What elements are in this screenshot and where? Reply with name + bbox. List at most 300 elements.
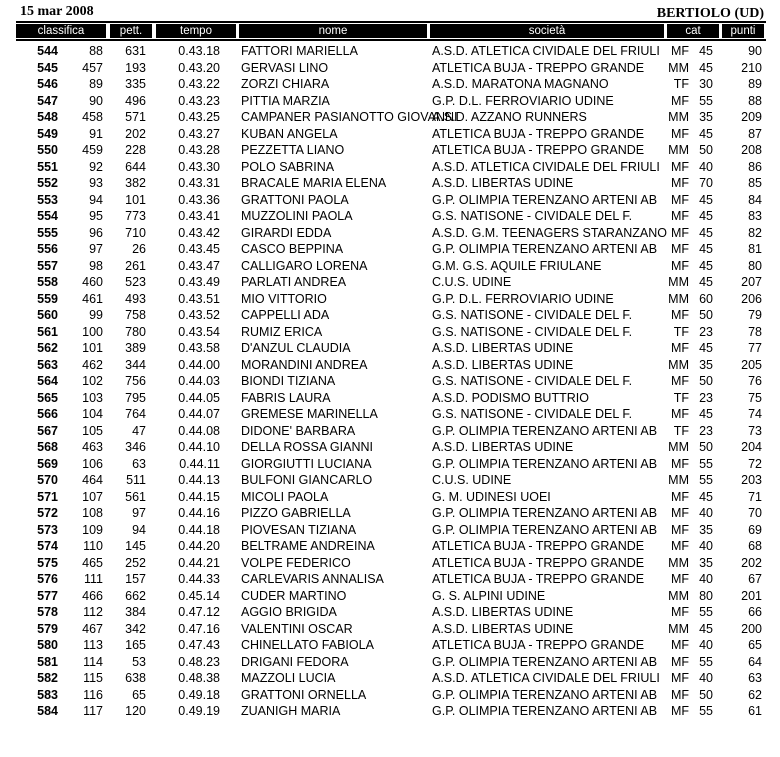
category-position-cell: 99	[89, 308, 103, 322]
points-cell: 210	[741, 60, 762, 75]
bib-cell: 101	[125, 192, 146, 207]
rank-cell: 557	[37, 258, 58, 273]
club-cell: ATLETICA BUJA - TREPPO GRANDE	[432, 143, 645, 157]
time-cell: 0.43.52	[178, 308, 220, 322]
club-cell: G.P. OLIMPIA TERENZANO ARTENI AB	[432, 687, 658, 702]
name-cell: GIORGIUTTI LUCIANA	[241, 456, 372, 471]
time-cell: 0.43.41	[178, 209, 220, 223]
points-cell: 65	[748, 638, 762, 652]
points-cell: 87	[748, 126, 762, 141]
age-group-cell: 45	[699, 192, 713, 207]
name-cell: AGGIO BRIGIDA	[241, 605, 337, 619]
category-cell: MM	[668, 473, 689, 487]
column-header-punti: punti	[722, 24, 764, 38]
points-cell: 69	[748, 522, 762, 537]
club-cell: A.S.D. LIBERTAS UDINE	[432, 341, 574, 355]
table-row	[0, 538, 780, 555]
category-cell: MF	[670, 93, 689, 108]
table-row	[0, 291, 780, 308]
category-cell: MM	[668, 60, 689, 75]
club-cell: G.P. D.L. FERROVIARIO UDINE	[432, 291, 614, 306]
bib-cell: 511	[126, 473, 146, 487]
rank-cell: 555	[37, 225, 58, 240]
club-cell: G.P. OLIMPIA TERENZANO ARTENI AB	[432, 192, 658, 207]
points-cell: 205	[741, 357, 762, 372]
bib-cell: 389	[125, 341, 146, 355]
club-cell: A.S.D. LIBERTAS UDINE	[432, 605, 574, 619]
category-position-cell: 457	[82, 60, 103, 75]
bib-cell: 252	[125, 555, 146, 570]
club-cell: A.S.D. PODISMO BUTTRIO	[432, 390, 589, 405]
age-group-cell: 23	[699, 390, 713, 405]
bib-cell: 571	[125, 110, 146, 124]
age-group-cell: 45	[699, 621, 713, 636]
rank-cell: 571	[37, 489, 58, 504]
name-cell: GIRARDI EDDA	[241, 225, 332, 240]
table-row	[0, 274, 780, 291]
category-position-cell: 101	[82, 341, 103, 355]
category-cell: MF	[670, 572, 689, 586]
name-cell: GRATTONI ORNELLA	[241, 687, 367, 702]
time-cell: 0.44.03	[178, 374, 220, 388]
category-cell: MM	[668, 110, 689, 124]
category-position-cell: 465	[82, 555, 103, 570]
age-group-cell: 70	[699, 176, 713, 190]
table-row	[0, 357, 780, 374]
column-header-societa: società	[430, 24, 664, 38]
bib-cell: 493	[125, 291, 146, 306]
age-group-cell: 55	[699, 704, 713, 718]
points-cell: 89	[748, 77, 762, 91]
name-cell: PARLATI ANDREA	[241, 275, 347, 289]
bib-cell: 638	[125, 671, 146, 685]
name-cell: CARLEVARIS ANNALISA	[241, 572, 384, 586]
club-cell: G. M. UDINESI UOEI	[432, 489, 551, 504]
rank-cell: 558	[37, 275, 58, 289]
category-cell: MM	[668, 143, 689, 157]
rank-cell: 583	[37, 687, 58, 702]
age-group-cell: 55	[699, 93, 713, 108]
table-row	[0, 703, 780, 720]
table-row	[0, 390, 780, 407]
time-cell: 0.43.27	[178, 126, 220, 141]
points-cell: 77	[748, 341, 762, 355]
rank-cell: 574	[37, 539, 58, 553]
points-cell: 78	[748, 324, 762, 339]
time-cell: 0.44.33	[178, 572, 220, 586]
time-cell: 0.43.42	[178, 225, 220, 240]
name-cell: DRIGANI FEDORA	[241, 654, 349, 669]
table-row	[0, 307, 780, 324]
rank-cell: 569	[37, 456, 58, 471]
club-cell: ATLETICA BUJA - TREPPO GRANDE	[432, 60, 645, 75]
time-cell: 0.48.23	[178, 654, 220, 669]
bib-cell: 47	[132, 423, 146, 438]
name-cell: D'ANZUL CLAUDIA	[241, 341, 351, 355]
rank-cell: 575	[37, 555, 58, 570]
rank-cell: 576	[37, 572, 58, 586]
bib-cell: 157	[125, 572, 146, 586]
table-row	[0, 109, 780, 126]
category-cell: MF	[670, 374, 689, 388]
category-position-cell: 116	[83, 687, 103, 702]
category-position-cell: 102	[82, 374, 103, 388]
bib-cell: 120	[125, 704, 146, 718]
age-group-cell: 45	[699, 60, 713, 75]
age-group-cell: 45	[699, 126, 713, 141]
bib-cell: 53	[132, 654, 146, 669]
table-row	[0, 489, 780, 506]
age-group-cell: 45	[699, 341, 713, 355]
category-position-cell: 103	[82, 390, 103, 405]
table-row	[0, 159, 780, 176]
time-cell: 0.47.43	[178, 638, 220, 652]
bib-cell: 193	[125, 60, 146, 75]
category-cell: MF	[670, 341, 689, 355]
bib-cell: 97	[132, 506, 146, 520]
age-group-cell: 30	[699, 77, 713, 91]
table-row	[0, 522, 780, 539]
bib-cell: 384	[125, 605, 146, 619]
table-row	[0, 241, 780, 258]
bib-cell: 795	[125, 390, 146, 405]
time-cell: 0.44.07	[178, 407, 220, 421]
points-cell: 80	[748, 258, 762, 273]
table-row	[0, 208, 780, 225]
time-cell: 0.43.23	[178, 93, 220, 108]
category-cell: MF	[670, 687, 689, 702]
category-position-cell: 460	[82, 275, 103, 289]
club-cell: ATLETICA BUJA - TREPPO GRANDE	[432, 638, 645, 652]
club-cell: G.P. OLIMPIA TERENZANO ARTENI AB	[432, 654, 658, 669]
name-cell: CAPPELLI ADA	[241, 308, 330, 322]
age-group-cell: 40	[699, 539, 713, 553]
age-group-cell: 80	[699, 588, 713, 603]
name-cell: DIDONE' BARBARA	[241, 423, 356, 438]
age-group-cell: 35	[699, 555, 713, 570]
category-cell: MF	[670, 308, 689, 322]
rank-cell: 548	[37, 110, 58, 124]
column-header-classifica: classifica	[16, 24, 106, 38]
time-cell: 0.43.36	[178, 192, 220, 207]
time-cell: 0.48.38	[178, 671, 220, 685]
table-row	[0, 687, 780, 704]
club-cell: G.P. OLIMPIA TERENZANO ARTENI AB	[432, 704, 658, 718]
bib-cell: 63	[132, 456, 146, 471]
points-cell: 88	[748, 93, 762, 108]
time-cell: 0.44.16	[178, 506, 220, 520]
category-cell: MF	[670, 44, 689, 58]
points-cell: 75	[748, 390, 762, 405]
column-header-tempo: tempo	[156, 24, 236, 38]
time-cell: 0.44.20	[178, 539, 220, 553]
time-cell: 0.44.10	[178, 440, 220, 454]
table-row	[0, 472, 780, 489]
bib-cell: 780	[125, 324, 146, 339]
time-cell: 0.45.14	[178, 588, 220, 603]
name-cell: PEZZETTA LIANO	[241, 143, 345, 157]
time-cell: 0.43.58	[178, 341, 220, 355]
category-position-cell: 114	[83, 654, 103, 669]
bib-cell: 65	[132, 687, 146, 702]
rank-cell: 572	[37, 506, 58, 520]
points-cell: 208	[741, 143, 762, 157]
category-position-cell: 111	[83, 572, 103, 586]
points-cell: 204	[741, 440, 762, 454]
table-row	[0, 670, 780, 687]
name-cell: BRACALE MARIA ELENA	[241, 176, 387, 190]
age-group-cell: 55	[699, 654, 713, 669]
points-cell: 209	[741, 110, 762, 124]
rank-cell: 566	[37, 407, 58, 421]
points-cell: 81	[748, 242, 762, 256]
bib-cell: 335	[125, 77, 146, 91]
table-row	[0, 60, 780, 77]
age-group-cell: 55	[699, 473, 713, 487]
club-cell: A.S.D. ATLETICA CIVIDALE DEL FRIULI	[432, 671, 660, 685]
category-cell: TF	[673, 390, 689, 405]
age-group-cell: 35	[699, 522, 713, 537]
table-row	[0, 225, 780, 242]
club-cell: G.S. NATISONE - CIVIDALE DEL F.	[432, 374, 633, 388]
category-cell: MF	[670, 506, 689, 520]
category-position-cell: 89	[89, 77, 103, 91]
points-cell: 82	[748, 225, 762, 240]
table-row	[0, 406, 780, 423]
rank-cell: 573	[37, 522, 58, 537]
bib-cell: 94	[132, 522, 146, 537]
time-cell: 0.44.13	[178, 473, 220, 487]
name-cell: KUBAN ANGELA	[241, 126, 338, 141]
rank-cell: 581	[37, 654, 58, 669]
category-position-cell: 458	[82, 110, 103, 124]
category-position-cell: 461	[82, 291, 103, 306]
club-cell: G.P. OLIMPIA TERENZANO ARTENI AB	[432, 456, 658, 471]
category-position-cell: 96	[89, 225, 103, 240]
time-cell: 0.44.05	[178, 390, 220, 405]
table-row	[0, 423, 780, 440]
rank-cell: 584	[37, 704, 58, 718]
points-cell: 73	[748, 423, 762, 438]
category-position-cell: 462	[82, 357, 103, 372]
time-cell: 0.44.08	[178, 423, 220, 438]
rank-cell: 570	[37, 473, 58, 487]
category-cell: MM	[668, 621, 689, 636]
rank-cell: 544	[37, 44, 58, 58]
category-cell: MF	[670, 605, 689, 619]
club-cell: G.M. G.S. AQUILE FRIULANE	[432, 258, 602, 273]
category-cell: MF	[670, 258, 689, 273]
table-row	[0, 324, 780, 341]
table-row	[0, 43, 780, 60]
name-cell: RUMIZ ERICA	[241, 324, 323, 339]
time-cell: 0.43.28	[178, 143, 220, 157]
club-cell: A.S.D. ATLETICA CIVIDALE DEL FRIULI	[432, 44, 660, 58]
rank-cell: 561	[37, 324, 58, 339]
age-group-cell: 40	[699, 671, 713, 685]
club-cell: A.S.D. LIBERTAS UDINE	[432, 176, 574, 190]
category-position-cell: 107	[82, 489, 103, 504]
rank-cell: 565	[37, 390, 58, 405]
category-cell: MF	[670, 407, 689, 421]
category-position-cell: 113	[83, 638, 103, 652]
time-cell: 0.47.12	[178, 605, 220, 619]
age-group-cell: 35	[699, 357, 713, 372]
category-position-cell: 105	[82, 423, 103, 438]
points-cell: 207	[741, 275, 762, 289]
bib-cell: 382	[125, 176, 146, 190]
category-cell: MM	[668, 357, 689, 372]
category-cell: MF	[670, 176, 689, 190]
age-group-cell: 40	[699, 638, 713, 652]
bib-cell: 631	[125, 44, 146, 58]
rank-cell: 549	[37, 126, 58, 141]
table-row	[0, 555, 780, 572]
age-group-cell: 45	[699, 44, 713, 58]
name-cell: MUZZOLINI PAOLA	[241, 209, 353, 223]
bib-cell: 662	[125, 588, 146, 603]
name-cell: BULFONI GIANCARLO	[241, 473, 373, 487]
bib-cell: 561	[125, 489, 146, 504]
points-cell: 62	[748, 687, 762, 702]
rank-cell: 578	[37, 605, 58, 619]
name-cell: FATTORI MARIELLA	[241, 44, 358, 58]
rank-cell: 550	[37, 143, 58, 157]
points-cell: 84	[748, 192, 762, 207]
points-cell: 90	[748, 44, 762, 58]
time-cell: 0.43.22	[178, 77, 220, 91]
table-row	[0, 571, 780, 588]
name-cell: MICOLI PAOLA	[241, 489, 329, 504]
club-cell: A.S.D. MARATONA MAGNANO	[432, 77, 609, 91]
age-group-cell: 45	[699, 258, 713, 273]
club-cell: A.S.D. ATLETICA CIVIDALE DEL FRIULI	[432, 159, 660, 174]
category-cell: TF	[673, 77, 689, 91]
rank-cell: 579	[37, 621, 58, 636]
table-row	[0, 654, 780, 671]
category-position-cell: 100	[82, 324, 103, 339]
category-cell: MM	[668, 555, 689, 570]
club-cell: G.S. NATISONE - CIVIDALE DEL F.	[432, 209, 633, 223]
category-position-cell: 108	[82, 506, 103, 520]
category-cell: MF	[670, 638, 689, 652]
bib-cell: 344	[125, 357, 146, 372]
time-cell: 0.43.54	[178, 324, 220, 339]
club-cell: G. S. ALPINI UDINE	[432, 588, 546, 603]
category-position-cell: 109	[82, 522, 103, 537]
category-cell: MF	[670, 225, 689, 240]
bib-cell: 758	[125, 308, 146, 322]
points-cell: 203	[741, 473, 762, 487]
club-cell: ATLETICA BUJA - TREPPO GRANDE	[432, 539, 645, 553]
club-cell: A.S.D. LIBERTAS UDINE	[432, 357, 574, 372]
category-cell: MM	[668, 291, 689, 306]
points-cell: 63	[748, 671, 762, 685]
club-cell: G.P. OLIMPIA TERENZANO ARTENI AB	[432, 506, 658, 520]
time-cell: 0.43.45	[178, 242, 220, 256]
header-top-rule	[16, 21, 766, 23]
rank-cell: 554	[37, 209, 58, 223]
age-group-cell: 40	[699, 572, 713, 586]
name-cell: CAMPANER PASIANOTTO GIOVANNI	[241, 110, 458, 124]
category-position-cell: 110	[83, 539, 103, 553]
category-cell: MF	[670, 539, 689, 553]
club-cell: A.S.D. LIBERTAS UDINE	[432, 621, 574, 636]
category-position-cell: 95	[89, 209, 103, 223]
club-cell: G.S. NATISONE - CIVIDALE DEL F.	[432, 324, 633, 339]
table-row	[0, 456, 780, 473]
rank-cell: 562	[37, 341, 58, 355]
bib-cell: 261	[125, 258, 146, 273]
age-group-cell: 50	[699, 143, 713, 157]
category-cell: MF	[670, 489, 689, 504]
rank-cell: 551	[37, 159, 58, 174]
name-cell: VOLPE FEDERICO	[241, 555, 351, 570]
column-header-pett: pett.	[110, 24, 152, 38]
name-cell: MORANDINI ANDREA	[241, 357, 368, 372]
category-cell: MF	[670, 209, 689, 223]
age-group-cell: 55	[699, 456, 713, 471]
age-group-cell: 55	[699, 605, 713, 619]
name-cell: POLO SABRINA	[241, 159, 335, 174]
category-position-cell: 117	[83, 704, 103, 718]
table-row	[0, 258, 780, 275]
category-position-cell: 98	[89, 258, 103, 273]
points-cell: 66	[748, 605, 762, 619]
category-cell: MF	[670, 654, 689, 669]
age-group-cell: 45	[699, 242, 713, 256]
category-position-cell: 94	[89, 192, 103, 207]
age-group-cell: 50	[699, 440, 713, 454]
column-header-nome: nome	[239, 24, 427, 38]
points-cell: 74	[748, 407, 762, 421]
age-group-cell: 60	[699, 291, 713, 306]
time-cell: 0.43.30	[178, 159, 220, 174]
bib-cell: 346	[125, 440, 146, 454]
points-cell: 206	[741, 291, 762, 306]
category-cell: MF	[670, 126, 689, 141]
club-cell: G.P. OLIMPIA TERENZANO ARTENI AB	[432, 522, 658, 537]
table-row	[0, 142, 780, 159]
time-cell: 0.43.20	[178, 60, 220, 75]
bib-cell: 764	[125, 407, 146, 421]
age-group-cell: 40	[699, 159, 713, 174]
rank-cell: 564	[37, 374, 58, 388]
table-row	[0, 93, 780, 110]
bib-cell: 145	[125, 539, 146, 553]
category-cell: MM	[668, 275, 689, 289]
name-cell: CASCO BEPPINA	[241, 242, 344, 256]
category-position-cell: 467	[82, 621, 103, 636]
age-group-cell: 23	[699, 324, 713, 339]
club-cell: A.S.D. AZZANO RUNNERS	[432, 110, 587, 124]
age-group-cell: 50	[699, 374, 713, 388]
bib-cell: 342	[125, 621, 146, 636]
name-cell: PIZZO GABRIELLA	[241, 506, 351, 520]
rank-cell: 552	[37, 176, 58, 190]
bib-cell: 710	[125, 225, 146, 240]
age-group-cell: 40	[699, 506, 713, 520]
column-header-cat: cat	[667, 24, 719, 38]
points-cell: 200	[741, 621, 762, 636]
time-cell: 0.43.18	[178, 44, 220, 58]
name-cell: FABRIS LAURA	[241, 390, 331, 405]
points-cell: 67	[748, 572, 762, 586]
bib-cell: 644	[125, 159, 146, 174]
club-cell: G.P. OLIMPIA TERENZANO ARTENI AB	[432, 423, 658, 438]
points-cell: 86	[748, 159, 762, 174]
time-cell: 0.43.25	[178, 110, 220, 124]
